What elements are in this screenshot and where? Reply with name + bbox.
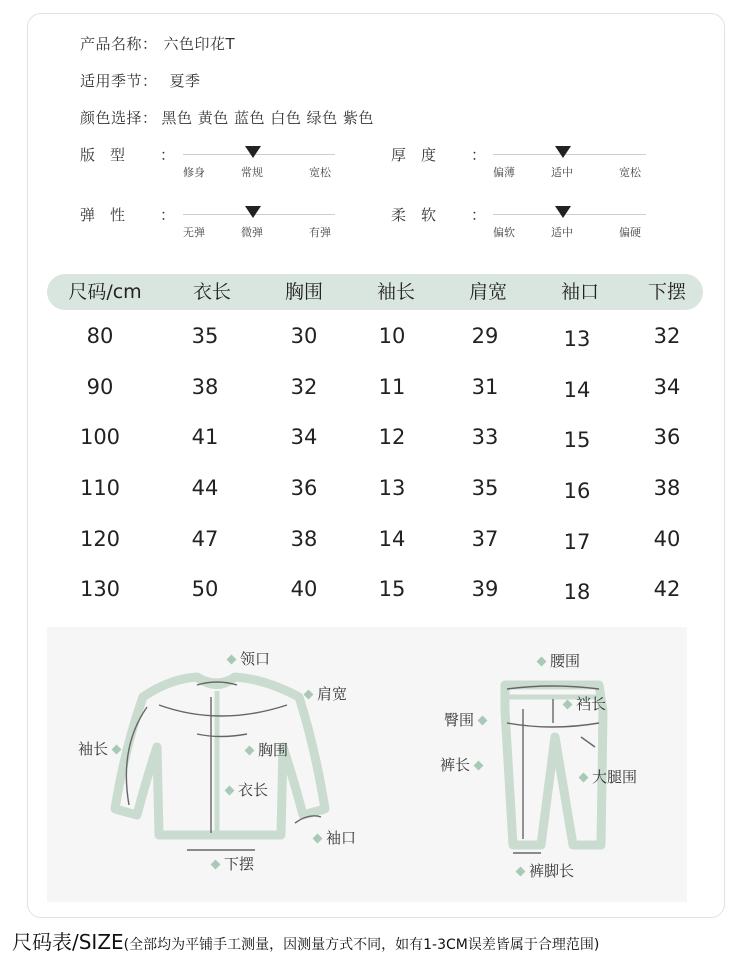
fit-indicator-icon [245, 146, 261, 158]
table-cell: 36 [290, 476, 318, 500]
elasticity-tick-2: 微弹 [241, 226, 263, 239]
table-cell: 12 [378, 425, 406, 449]
header-sleeve: 袖长 [376, 281, 415, 303]
header-hem: 下摆 [647, 281, 686, 303]
color-label: 颜色选择： [80, 109, 158, 127]
table-cell: 10 [378, 324, 406, 348]
fit-tick-3: 宽松 [309, 166, 331, 179]
label-thigh: 大腿围 [575, 766, 637, 787]
table-cell: 32 [290, 375, 318, 399]
label-rise: 裆长 [559, 693, 606, 714]
fit-tick-1: 修身 [183, 166, 205, 179]
diamond-icon [474, 761, 484, 771]
table-cell: 90 [86, 375, 114, 399]
table-cell: 50 [191, 577, 219, 601]
label-hem: 下摆 [207, 853, 254, 874]
fit-colon: ： [160, 146, 176, 164]
table-cell: 32 [653, 324, 681, 348]
table-cell: 80 [86, 324, 114, 348]
table-cell: 38 [290, 527, 318, 551]
softness-colon: ： [471, 206, 487, 224]
color-row [80, 107, 374, 128]
table-cell: 14 [563, 378, 591, 402]
table-cell: 110 [79, 476, 121, 500]
table-cell: 14 [378, 527, 406, 551]
table-cell: 29 [471, 324, 499, 348]
thickness-indicator-icon [555, 146, 571, 158]
table-cell: 41 [191, 425, 219, 449]
label-hip: 臀围 [444, 709, 491, 730]
table-cell: 100 [79, 425, 121, 449]
diamond-icon [304, 690, 314, 700]
table-cell: 44 [191, 476, 219, 500]
table-cell: 13 [563, 327, 591, 351]
table-cell: 38 [191, 375, 219, 399]
color-value: 黑色 黄色 蓝色 白色 绿色 紫色 [161, 109, 374, 127]
label-length: 衣长 [221, 779, 268, 800]
table-cell: 120 [79, 527, 121, 551]
season-label: 适用季节： [80, 72, 158, 90]
diamond-icon [245, 746, 255, 756]
table-cell: 37 [471, 527, 499, 551]
diamond-icon [563, 700, 573, 710]
table-cell: 16 [563, 479, 591, 503]
softness-tick-2: 适中 [551, 226, 573, 239]
diamond-icon [537, 657, 547, 667]
table-cell: 42 [653, 577, 681, 601]
header-size: 尺码/cm [68, 281, 142, 303]
label-collar: 领口 [223, 648, 270, 669]
table-cell: 35 [471, 476, 499, 500]
thickness-tick-1: 偏薄 [493, 166, 515, 179]
elasticity-tick-3: 有弹 [309, 226, 331, 239]
product-name-value: 六色印花T [163, 35, 236, 53]
product-name-row [80, 33, 235, 54]
fit-tick-2: 常规 [241, 166, 263, 179]
diamond-icon [516, 867, 526, 877]
table-cell: 13 [378, 476, 406, 500]
label-chest: 胸围 [241, 739, 288, 760]
label-sleeve: 袖长 [78, 738, 125, 759]
diamond-icon [313, 834, 323, 844]
footer-caption [12, 926, 599, 955]
measurement-diagram [47, 627, 687, 902]
season-row [80, 70, 201, 91]
diamond-icon [225, 786, 235, 796]
elasticity-indicator-icon [245, 206, 261, 218]
garment-illustration [47, 627, 687, 902]
table-cell: 30 [290, 324, 318, 348]
table-cell: 18 [563, 580, 591, 604]
thickness-colon: ： [471, 146, 487, 164]
diamond-icon [478, 716, 488, 726]
diamond-icon [211, 860, 221, 870]
thickness-tick-2: 适中 [551, 166, 573, 179]
header-length: 衣长 [192, 281, 231, 303]
label-leg-opening: 裤脚长 [512, 860, 574, 881]
table-cell: 34 [653, 375, 681, 399]
label-waist: 腰围 [533, 650, 580, 671]
table-cell: 15 [563, 428, 591, 452]
elasticity-colon: ： [160, 206, 176, 224]
header-chest: 胸围 [284, 281, 323, 303]
softness-tick-3: 偏硬 [619, 226, 641, 239]
softness-indicator-icon [555, 206, 571, 218]
fit-scale [183, 146, 335, 179]
table-cell: 40 [653, 527, 681, 551]
table-cell: 130 [79, 577, 121, 601]
season-value: 夏季 [169, 72, 201, 90]
table-cell: 34 [290, 425, 318, 449]
softness-tick-1: 偏软 [493, 226, 515, 239]
table-cell: 15 [378, 577, 406, 601]
header-shoulder: 肩宽 [468, 281, 507, 303]
fit-label: 版 型 [80, 146, 126, 164]
diamond-icon [112, 745, 122, 755]
label-pants-length: 裤长 [440, 754, 487, 775]
label-shoulder: 肩宽 [300, 683, 347, 704]
diamond-icon [579, 773, 589, 783]
label-cuff: 袖口 [309, 827, 356, 848]
elasticity-label: 弹 性 [80, 206, 126, 224]
table-cell: 33 [471, 425, 499, 449]
product-name-label: 产品名称： [80, 35, 158, 53]
table-cell: 47 [191, 527, 219, 551]
footer-note: (全部均为平铺手工测量，因测量方式不同，如有1-3CM误差皆属于合理范围) [123, 937, 600, 953]
header-cuff: 袖口 [560, 281, 599, 303]
table-cell: 39 [471, 577, 499, 601]
table-cell: 11 [378, 375, 406, 399]
thickness-scale [493, 146, 646, 179]
table-cell: 17 [563, 530, 591, 554]
softness-scale [493, 206, 646, 239]
table-cell: 36 [653, 425, 681, 449]
elasticity-tick-1: 无弹 [183, 226, 205, 239]
shirt-outline [115, 677, 325, 835]
elasticity-scale [183, 206, 335, 239]
table-cell: 35 [191, 324, 219, 348]
table-cell: 31 [471, 375, 499, 399]
thickness-tick-3: 宽松 [619, 166, 641, 179]
table-cell: 40 [290, 577, 318, 601]
table-cell: 38 [653, 476, 681, 500]
footer-title: 尺码表/SIZE [12, 930, 124, 954]
softness-label: 柔 软 [391, 206, 437, 224]
thickness-label: 厚 度 [391, 146, 437, 164]
diamond-icon [227, 655, 237, 665]
